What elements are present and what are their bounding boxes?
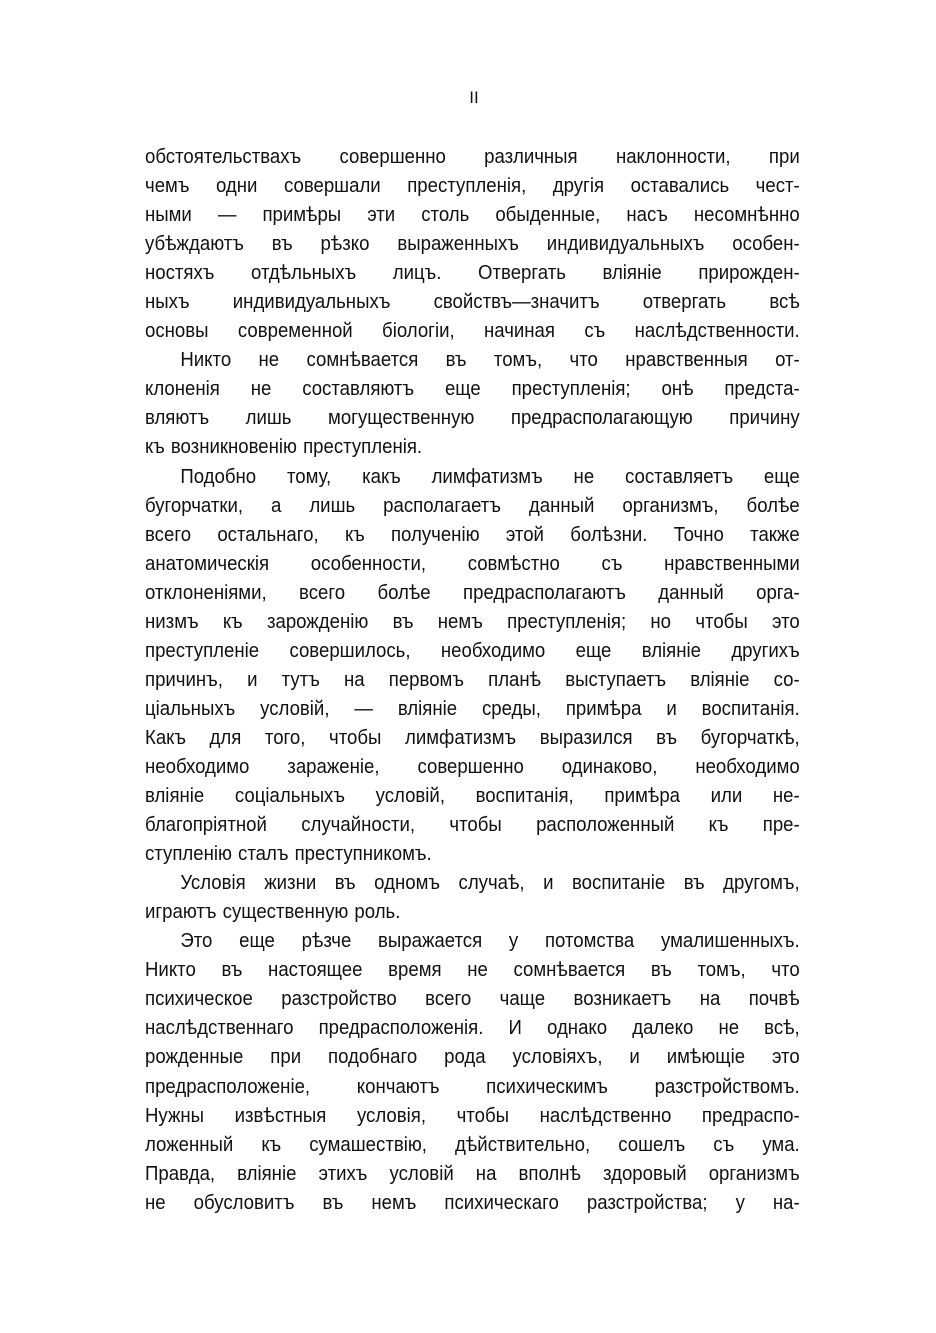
text-line: Никто не сомнѣвается въ томъ, что нравственныя от- (180, 349, 800, 372)
text-line: необходимо зараженіе, совершенно одинаково, необходимо (145, 755, 800, 778)
text-line: наслѣдственнаго предрасположенія. И однако далеко не всѣ, (145, 1017, 800, 1040)
text-line: отклоненіями, всего болѣе предрасполагаютъ данный орга- (145, 581, 800, 604)
paragraph (145, 869, 800, 927)
text-line: ступленію сталъ преступникомъ. (145, 843, 432, 866)
text-line: играютъ существенную роль. (145, 901, 401, 924)
text-line: благопріятной случайности, чтобы расположенный къ пре- (145, 814, 800, 837)
text-line: клоненія не составляютъ еще преступленія; онѣ предста- (145, 378, 800, 401)
text-line: Нужны извѣстныя условія, чтобы наслѣдственно предраспо- (145, 1104, 800, 1127)
text-line: Правда, вліяніе этихъ условій на вполнѣ здоровый организмъ (145, 1162, 800, 1185)
text-line: бугорчатки, а лишь располагаетъ данный организмъ, болѣе (145, 494, 800, 517)
text-line: ностяхъ отдѣльныхъ лицъ. Отвергать вліяніе прирожден- (145, 262, 800, 285)
text-line: обстоятельствахъ совершенно различныя наклонности, при (145, 146, 800, 168)
body-text (145, 143, 800, 1218)
paragraph (145, 143, 800, 346)
text-line: не обусловитъ въ немъ психическаго разстройства; у на- (145, 1191, 800, 1214)
text-line: вляютъ лишь могущественную предрасполагающую причину (145, 407, 800, 430)
text-line: причинъ, и тутъ на первомъ планѣ выступаетъ вліяніе со- (145, 668, 800, 691)
page-number: II (469, 88, 479, 107)
text-line: психическое разстройство всего чаще возникаетъ на почвѣ (145, 988, 800, 1011)
text-line: вліяніе соціальныхъ условій, воспитанія, примѣра или не- (145, 785, 800, 808)
text-line: Подобно тому, какъ лимфатизмъ не составляетъ еще (180, 465, 800, 488)
text-line: низмъ къ зарожденію въ немъ преступленія; но чтобы это (145, 610, 800, 633)
text-line: чемъ одни совершали преступленія, другія оставались чест- (145, 175, 800, 198)
text-line: ными — примѣры эти столь обыденные, насъ несомнѣнно (145, 204, 800, 227)
paragraph (145, 463, 800, 870)
text-line: ціальныхъ условій, — вліяніе среды, примѣра и воспитанія. (145, 697, 800, 720)
text-line: анатомическія особенности, совмѣстно съ нравственными (145, 552, 800, 575)
paragraph (145, 927, 800, 1217)
text-line: убѣждаютъ въ рѣзко выраженныхъ индивидуальныхъ особен- (145, 233, 800, 256)
text-line: ныхъ индивидуальныхъ свойствъ—значитъ отвергать всѣ (145, 291, 800, 314)
text-line: всего остальнаго, къ полученію этой болѣзни. Точно также (145, 523, 800, 546)
paragraph (145, 346, 800, 462)
text-line: преступленіе совершилось, необходимо еще вліяніе другихъ (145, 639, 800, 662)
text-line: рожденные при подобнаго рода условіяхъ, и имѣющіе это (145, 1046, 800, 1069)
text-line: основы современной біологіи, начиная съ наслѣдственности. (145, 320, 800, 343)
text-line: Никто въ настоящее время не сомнѣвается въ томъ, что (145, 959, 800, 982)
text-line: Условія жизни въ одномъ случаѣ, и воспитаніе въ другомъ, (180, 872, 800, 895)
text-line: Какъ для того, чтобы лимфатизмъ выразился въ бугорчаткѣ, (145, 726, 800, 749)
text-line: Это еще рѣзче выражается у потомства умалишенныхъ. (180, 930, 800, 953)
text-line: предрасположеніе, кончаютъ психическимъ разстройствомъ. (145, 1075, 800, 1098)
text-line: къ возникновенію преступленія. (145, 436, 423, 459)
text-line: ложенный къ сумашествію, дѣйствительно, сошелъ съ ума. (145, 1133, 800, 1156)
